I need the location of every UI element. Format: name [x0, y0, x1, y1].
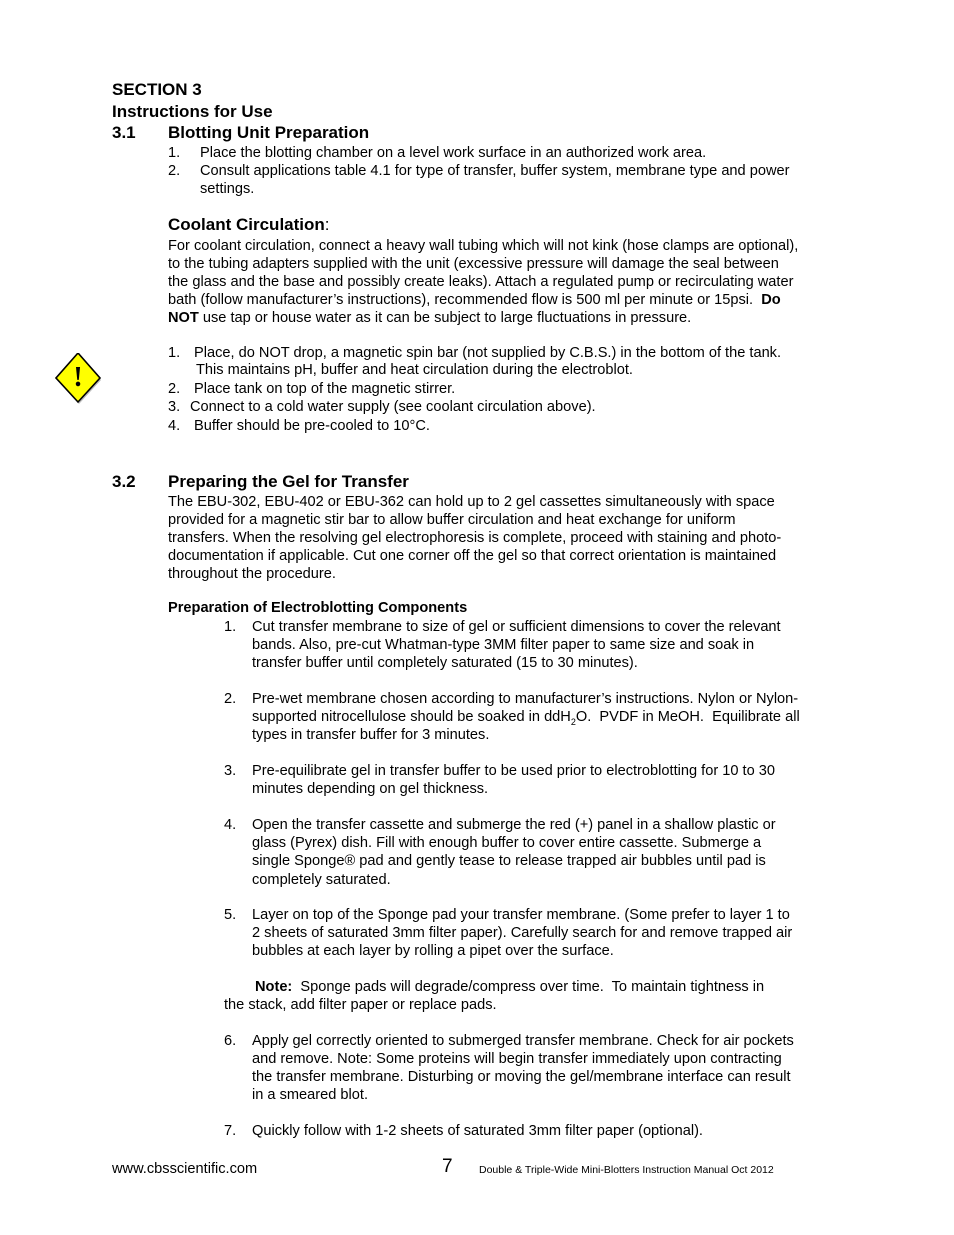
paragraph-line: the glass and the base and possibly create leaks). Attach a regulated pump or recirculating water — [168, 274, 794, 290]
list-item-continued: settings. — [200, 181, 255, 197]
list-item: Place tank on top of the magnetic stirrer. — [194, 381, 456, 397]
list-item: Connect to a cold water supply (see coolant circulation above). — [190, 399, 596, 415]
list-number: 5. — [224, 907, 237, 923]
note-text: Sponge pads will degrade/compress over time. To maintain tightness in — [292, 979, 765, 995]
subsection-number: 3.1 — [112, 123, 136, 142]
footer-website[interactable]: www.cbsscientific.com — [112, 1161, 258, 1177]
list-item-continued: in a smeared blot. — [252, 1087, 369, 1103]
list-item-continued: This maintains pH, buffer and heat circulation during the electroblot. — [196, 362, 633, 378]
warning-triangle-icon — [55, 353, 103, 406]
list-number: 1. — [168, 145, 181, 161]
paragraph-line: throughout the procedure. — [168, 566, 336, 582]
subscript: 2 — [570, 716, 576, 727]
list-item: Place the blotting chamber on a level work surface in an authorized work area. — [200, 145, 707, 161]
paragraph-line: documentation if applicable. Cut one corner off the gel so that correct orientation is maintained — [168, 548, 777, 564]
list-number: 1. — [168, 345, 181, 361]
list-item-continued: completely saturated. — [252, 872, 391, 888]
list-number: 7. — [224, 1123, 237, 1139]
list-number: 2. — [224, 691, 237, 707]
note-line — [255, 978, 764, 996]
text-segment: O. PVDF in MeOH. Equilibrate all — [575, 709, 800, 725]
coolant-heading — [168, 215, 330, 235]
list-item: Apply gel correctly oriented to submerged transfer membrane. Check for air pockets — [252, 1033, 794, 1049]
list-item: Buffer should be pre-cooled to 10°C. — [194, 418, 430, 434]
list-number: 2. — [168, 163, 181, 179]
list-number: 4. — [224, 817, 237, 833]
section-title: Instructions for Use — [112, 102, 273, 121]
list-item: Open the transfer cassette and submerge the red (+) panel in a shallow plastic or — [252, 817, 776, 833]
list-item-continued: 2 sheets of saturated 3mm filter paper). Carefully search for and remove trapped air — [252, 925, 793, 941]
subsection-title: Preparing the Gel for Transfer — [168, 472, 409, 491]
subsection-title: Blotting Unit Preparation — [168, 123, 370, 142]
list-item-continued: types in transfer buffer for 3 minutes. — [252, 727, 490, 743]
paragraph-line: The EBU-302, EBU-402 or EBU-362 can hold up to 2 gel cassettes simultaneously with space — [168, 494, 775, 510]
note-label: Note: — [255, 979, 293, 995]
list-item: Place, do NOT drop, a magnetic spin bar (not supplied by C.B.S.) in the bottom of the tank. — [194, 345, 782, 361]
paragraph-line: provided for a magnetic stir bar to allow buffer circulation and heat exchange for uniform — [168, 512, 736, 528]
warning-exclamation: ! — [73, 362, 83, 393]
list-number: 2. — [168, 381, 181, 397]
list-item-continued: glass (Pyrex) dish. Fill with enough buffer to cover entire cassette. Submerge a — [252, 835, 762, 851]
list-item: Layer on top of the Sponge pad your transfer membrane. (Some prefer to layer 1 to — [252, 907, 790, 923]
coolant-colon: : — [324, 215, 330, 234]
paragraph-text: bath (follow manufacturer’s instructions), recommended flow is 500 ml per minute or 15psi. — [168, 292, 754, 308]
list-item: Consult applications table 4.1 for type of transfer, buffer system, membrane type and power — [200, 163, 790, 179]
subsubsection-title: Preparation of Electroblotting Components — [168, 600, 468, 616]
note-line-continued: the stack, add filter paper or replace pads. — [224, 997, 497, 1013]
footer-manual-title: Double & Triple-Wide Mini-Blotters Instruction Manual Oct 2012 — [479, 1164, 774, 1176]
list-number: 3. — [168, 399, 181, 415]
list-number: 4. — [168, 418, 181, 434]
bold-do: Do — [761, 292, 781, 308]
paragraph-line: transfers. When the resolving gel electrophoresis is complete, proceed with staining and photo- — [168, 530, 782, 546]
list-item-continued: minutes depending on gel thickness. — [252, 781, 489, 797]
paragraph-line — [168, 309, 691, 327]
list-item-continued: the transfer membrane. Disturbing or moving the gel/membrane interface can result — [252, 1069, 791, 1085]
subsection-number: 3.2 — [112, 472, 136, 491]
list-item-continued: and remove. Note: Some proteins will begin transfer immediately upon contracting — [252, 1051, 782, 1067]
list-item: Pre-wet membrane chosen according to manufacturer’s instructions. Nylon or Nylon- — [252, 691, 799, 707]
coolant-title: Coolant Circulation — [168, 215, 325, 234]
bold-not: NOT — [168, 310, 199, 326]
list-number: 1. — [224, 619, 237, 635]
list-item: Pre-equilibrate gel in transfer buffer to be used prior to electroblotting for 10 to 30 — [252, 763, 775, 779]
list-item-continued: transfer buffer until completely saturated (15 to 30 minutes). — [252, 655, 638, 671]
page-number: 7 — [442, 1156, 453, 1177]
list-item-continued: single Sponge® pad and gently tease to release trapped air bubbles until pad is — [252, 853, 766, 869]
list-number: 6. — [224, 1033, 237, 1049]
paragraph-line: For coolant circulation, connect a heavy wall tubing which will not kink (hose clamps are optional), — [168, 238, 799, 254]
list-item: Quickly follow with 1-2 sheets of saturated 3mm filter paper (optional). — [252, 1123, 703, 1139]
section-heading: SECTION 3 — [112, 80, 202, 99]
list-item-continued: bands. Also, pre-cut Whatman-type 3MM filter paper to same size and soak in — [252, 637, 755, 653]
text-segment: supported nitrocellulose should be soaked in ddH — [252, 709, 571, 725]
list-item: Cut transfer membrane to size of gel or sufficient dimensions to cover the relevant — [252, 619, 781, 635]
list-number: 3. — [224, 763, 237, 779]
paragraph-text: use tap or house water as it can be subject to large fluctuations in pressure. — [198, 310, 692, 326]
paragraph-line: to the tubing adapters supplied with the unit (excessive pressure will damage the seal between — [168, 256, 779, 272]
list-item-continued: bubbles at each layer by rolling a pipet over the surface. — [252, 943, 614, 959]
paragraph-line — [168, 291, 781, 309]
